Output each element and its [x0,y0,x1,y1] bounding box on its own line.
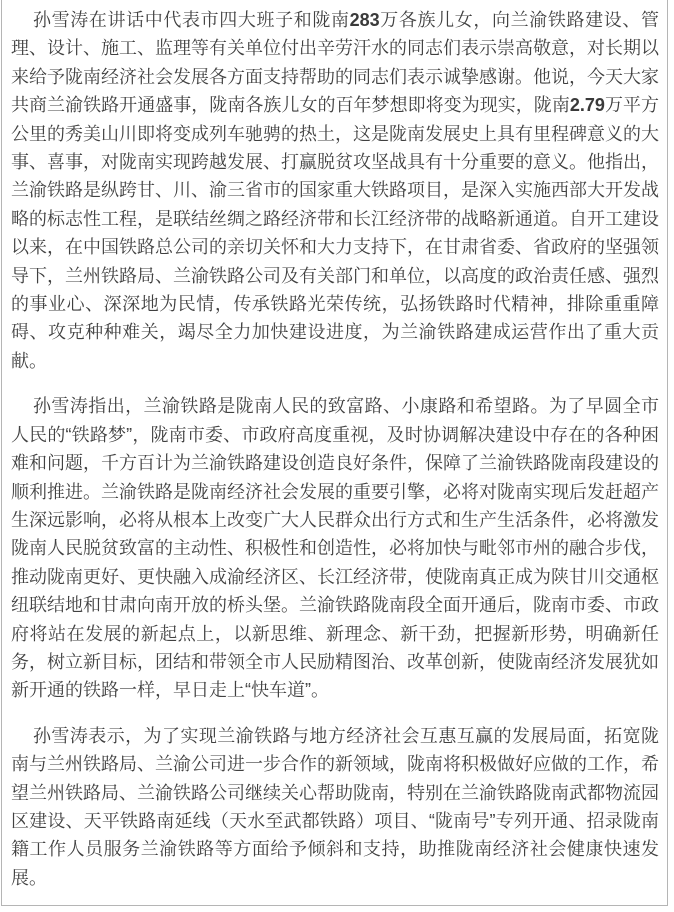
paragraph-1 [11,6,659,375]
text-segment: 万各族儿女，向兰渝铁路建设、管理、设计、施工、监理等有关单位付出辛劳汗水的同志们表示崇高敬意，对长期以来给予陇南经济社会发展各方面支持帮助的同志们表示诚挚感谢。他说，今天大家共商兰渝铁路开通盛事，陇南各族儿女的百年梦想即将变为现实，陇南 [11,10,660,116]
text-segment: 万平方公里的秀美山川即将变成列车驰骋的热土，这是陇南发展史上具有里程碑意义的大事、喜事，对陇南实现跨越发展、打赢脱贫攻坚战具有十分重要的意义。他指出，兰渝铁路是纵跨甘、川、渝三省市的国家重大铁路项目，是深入实施西部大开发战略的标志性工程，是联结丝绸之路经济带和长江经济带的战略新通道。自开工建设以来，在中国铁路总公司的亲切关怀和大力支持下，在甘肃省委、省政府的坚强领导下，兰州铁路局、兰渝铁路公司及有关部门和单位，以高度的政治责任感、强烈的事业心、深深地为民情，传承铁路光荣传统，弘扬铁路时代精神，排除重重障碍、攻克种种难关，竭尽全力加快建设进度，为兰渝铁路建成运营作出了重大贡献。 [11,95,660,371]
text-segment: 孙雪涛表示，为了实现兰渝铁路与地方经济社会互惠互赢的发展局面，拓宽陇南与兰州铁路局、兰渝公司进一步合作的新领域，陇南将积极做好应做的工作，希望兰州铁路局、兰渝铁路公司继续关心帮助陇南，特别在兰渝铁路陇南武都物流园区建设、天平铁路南延线（天水至武都铁路）项目、“陇南号”专列开通、招录陇南籍工作人员服务兰渝铁路等方面给予倾斜和支持，助推陇南经济社会健康快速发展。 [11,725,659,888]
article-body [1,0,668,906]
highlight-number-283: 283 [349,10,380,30]
paragraph-3 [11,722,659,892]
text-segment: 孙雪涛在讲话中代表市四大班子和陇南 [33,10,350,30]
highlight-number-2-79: 2.79 [569,95,605,116]
paragraph-2 [11,392,659,704]
text-segment: 孙雪涛指出，兰渝铁路是陇南人民的致富路、小康路和希望路。为了早圆全市人民的“铁路梦”，陇南市委、市政府高度重视，及时协调解决建设中存在的各种困难和问题，千方百计为兰渝铁路建设创造良好条件，保障了兰渝铁路陇南段建设的顺利推进。兰渝铁路是陇南经济社会发展的重要引擎，必将对陇南实现后发赶超产生深远影响，必将从根本上改变广大人民群众出行方式和生产生活条件，必将激发陇南人民脱贫致富的主动性、积极性和创造性，必将加快与毗邻市州的融合步伐，推动陇南更好、更快融入成渝经济区、长江经济带，使陇南真正成为陕甘川交通枢纽联结地和甘肃向南开放的桥头堡。兰渝铁路陇南段全面开通后，陇南市委、市政府将站在发展的新起点上，以新思维、新理念、新干劲，把握新形势，明确新任务，树立新目标，团结和带领全市人民励精图治、改革创新，使陇南经济发展犹如新开通的铁路一样，早日走上“快车道”。 [11,396,659,701]
